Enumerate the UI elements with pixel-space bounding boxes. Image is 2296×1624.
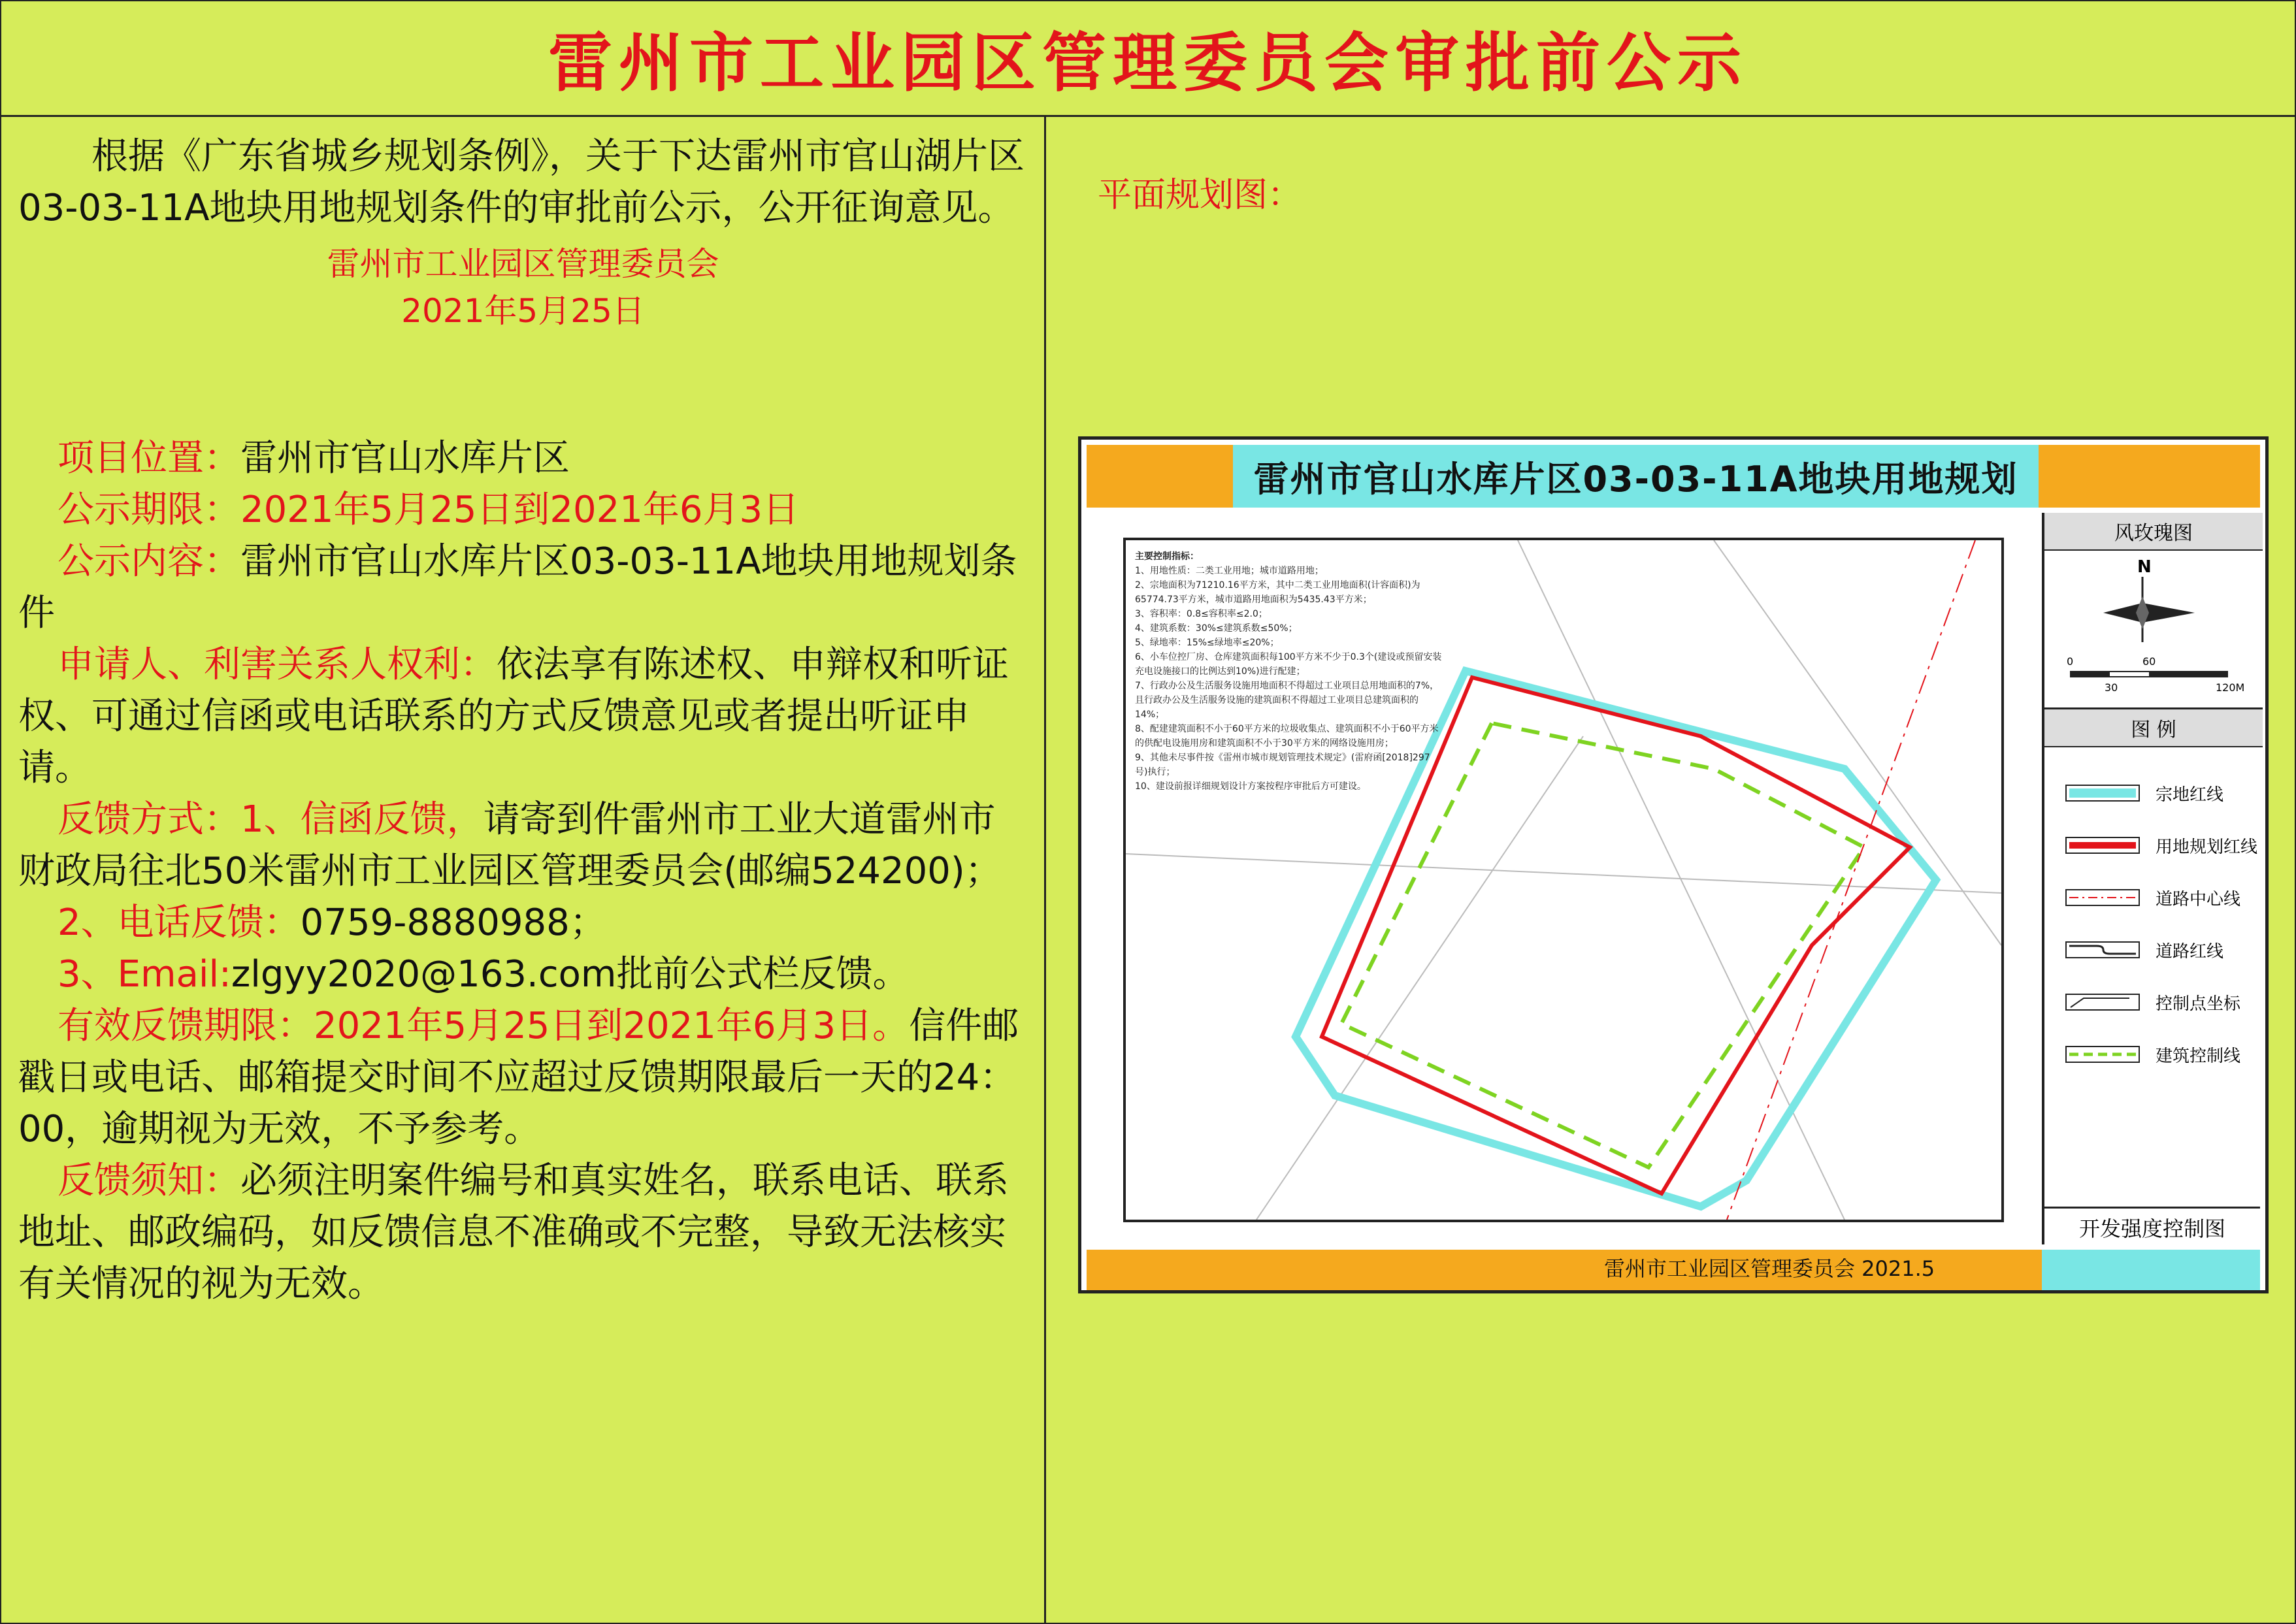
scale-label: 120M: [2216, 681, 2245, 694]
indicator-line: 10、建设前报详细规划设计方案按程序审批后方可建设。: [1135, 781, 1366, 792]
plan-label: 平面规划图：: [1098, 176, 1302, 215]
land-use-line-swatch: [2064, 832, 2142, 858]
legend-item: 建筑控制线: [2044, 1028, 2263, 1080]
parcel-line-swatch: [2064, 780, 2142, 806]
road-centerline-swatch: [2064, 885, 2142, 911]
map-title: 雷州市官山水库片区03-03-11A地块用地规划: [1233, 445, 2039, 508]
item-deadline: 有效反馈期限：2021年5月25日到2021年6月3日。信件邮戳日或电话、邮箱提交时间不应超过反馈期限最后一天的24：00，逾期视为无效，不予参考。: [18, 1005, 1019, 1150]
map-footer-cyan: [2042, 1250, 2260, 1290]
control-point-swatch: [2064, 989, 2142, 1015]
notice-text: [18, 131, 1028, 1310]
building-line-swatch: [2064, 1041, 2142, 1067]
indicators-box: [1135, 549, 1442, 794]
indicator-line: 5、绿地率：15%≤绿地率≤20%；: [1135, 638, 1279, 648]
item-notes: 反馈须知：必须注明案件编号和真实姓名，联系电话、联系地址、邮政编码，如反馈信息不准确或不完整，导致无法核实有关情况的视为无效。: [18, 1160, 1009, 1305]
item-email: 3、Email:zlgyy2020@163.com批前公式栏反馈。: [57, 953, 910, 996]
indicator-line: 9、其他未尽事件按《雷州市城市规划管理技术规定》(雷府函[2018]297号)执行；: [1135, 753, 1430, 777]
scale-label: 0: [2067, 655, 2074, 668]
indicators-title: 主要控制指标：: [1135, 551, 1199, 562]
item-location: 项目位置：雷州市官山水库片区: [57, 437, 570, 479]
item-period: 公示期限：2021年5月25日到2021年6月3日: [57, 489, 800, 531]
north-label: N: [2137, 557, 2152, 577]
legend-heading: 图 例: [2044, 709, 2263, 747]
indicator-line: 1、用地性质：二类工业用地；城市道路用地；: [1135, 566, 1324, 576]
scale-label: 30: [2105, 681, 2118, 694]
indicator-line: 7、行政办公及生活服务设施用地面积不得超过工业项目总用地面积的7%，且行政办公及生活服务设施的建筑面积不得超过工业项目总建筑面积的14%；: [1135, 681, 1439, 720]
legend-item: 用地规划红线: [2044, 819, 2263, 871]
legend-item: 控制点坐标: [2044, 976, 2263, 1028]
map-sidebar: [2042, 513, 2263, 1244]
issuer: 雷州市工业园区管理委员会: [327, 245, 719, 283]
intro-paragraph: 根据《广东省城乡规划条例》，关于下达雷州市官山湖片区03-03-11A地块用地规划条件的审批前公示，公开征询意见。: [18, 135, 1025, 229]
indicator-line: 8、配建建筑面积不小于60平方米的垃圾收集点、建筑面积不小于60平方米的供配电设施用房和建筑面积不小于30平方米的网络设施用房；: [1135, 724, 1439, 749]
indicator-line: 2、宗地面积为71210.16平方米，其中二类工业用地面积(计容面积)为65774.73平方米，城市道路用地面积为5435.43平方米；: [1135, 580, 1420, 605]
item-phone: 2、电话反馈：0759-8880988；: [57, 901, 606, 944]
column-divider: [1044, 115, 1046, 1624]
indicator-line: 3、容积率：0.8≤容积率≤2.0；: [1135, 609, 1268, 619]
item-rights: 申请人、利害关系人权利：依法享有陈述权、申辩权和听证权、可通过信函或电话联系的方式反馈意见或者提出听证申请。: [18, 643, 1009, 789]
legend-item: 宗地红线: [2044, 767, 2263, 819]
indicator-line: 6、小车位控厂房、仓库建筑面积每100平方米不少于0.3个(建设或预留安装充电设施接口的比例达到10%)进行配建；: [1135, 652, 1442, 677]
issue-date: 2021年5月25日: [401, 292, 645, 330]
intensity-label: 开发强度控制图: [2044, 1207, 2260, 1246]
site-plan: [1123, 538, 2004, 1222]
compass: [2044, 551, 2263, 709]
indicator-line: 4、建筑系数：30%≤建筑系数≤50%；: [1135, 623, 1298, 634]
wind-rose-heading: 风玫瑰图: [2044, 513, 2263, 551]
legend-item: 道路中心线: [2044, 871, 2263, 924]
legend-item: 道路红线: [2044, 924, 2263, 976]
title-bar: [0, 0, 2296, 117]
item-content: 公示内容：雷州市官山水库片区03-03-11A地块用地规划条件: [18, 540, 1017, 634]
page-title: 雷州市工业园区管理委员会审批前公示: [548, 25, 1748, 101]
scale-label: 60: [2142, 655, 2156, 668]
road-line-swatch: [2064, 937, 2142, 963]
planning-map: [1078, 436, 2269, 1293]
map-footer-label: 雷州市工业园区管理委员会 2021.5: [1604, 1256, 1935, 1281]
item-letter: 反馈方式：1、信函反馈，请寄到件雷州市工业大道雷州市财政局往北50米雷州市工业园区管理委员会(邮编524200)；: [18, 798, 1002, 892]
